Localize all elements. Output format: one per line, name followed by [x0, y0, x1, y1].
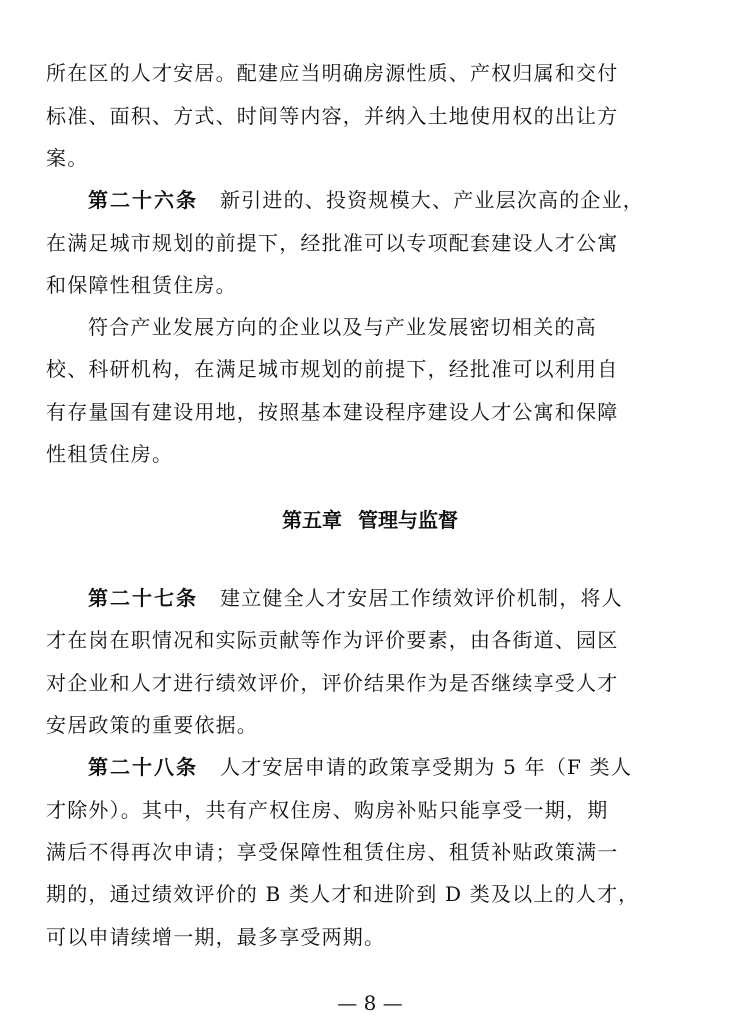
chapter-title: 管理与监督 [358, 508, 458, 532]
article-28-text: 人才安居申请的政策享受期为 5 年（F 类人 [220, 755, 633, 779]
article-28-title: 第二十八条 [88, 755, 198, 779]
text-line: 在满足城市规划的前提下，经批准可以专项配套建设人才公寓 [46, 231, 619, 255]
page-number: — 8 — [337, 991, 403, 1015]
text-line: 安居政策的重要依据。 [46, 713, 258, 737]
article-26-line [88, 185, 696, 215]
text-line: 才除外）。其中，共有产权住房、购房补贴只能享受一期，期 [46, 798, 609, 822]
text-line: 校、科研机构，在满足城市规划的前提下，经批准可以利用自 [46, 357, 619, 381]
text-line: 符合产业发展方向的企业以及与产业发展密切相关的高 [88, 315, 597, 339]
text-line: 对企业和人才进行绩效评价，评价结果作为是否继续享受人才 [46, 671, 619, 695]
article-27-title: 第二十七条 [88, 586, 198, 610]
text-line: 案。 [46, 146, 89, 170]
text-line: 满后不得再次申请；享受保障性租赁住房、租赁补贴政策满一 [46, 840, 619, 864]
text-line: 有存量国有建设用地，按照基本建设程序建设人才公寓和保障 [46, 400, 619, 424]
chapter-heading [0, 505, 740, 535]
text-line: 才在岗在职情况和实际贡献等作为评价要素，由各街道、园区 [46, 628, 619, 652]
chapter-number: 第五章 [282, 508, 342, 532]
article-27-line [88, 583, 696, 613]
text-line: 期的，通过绩效评价的 B 类人才和进阶到 D 类及以上的人才， [46, 882, 640, 906]
article-27-text: 建立健全人才安居工作绩效评价机制，将人 [220, 586, 623, 610]
article-26-text: 新引进的、投资规模大、产业层次高的企业， [220, 188, 644, 212]
article-26-title: 第二十六条 [88, 188, 198, 212]
text-line: 可以申请续增一期，最多享受两期。 [46, 925, 386, 949]
article-28-line [88, 752, 696, 782]
text-line: 标准、面积、方式、时间等内容，并纳入土地使用权的出让方 [46, 104, 619, 128]
text-line: 和保障性租赁住房。 [46, 273, 237, 297]
text-line: 性租赁住房。 [46, 442, 174, 466]
text-line: 所在区的人才安居。配建应当明确房源性质、产权归属和交付 [46, 61, 619, 85]
